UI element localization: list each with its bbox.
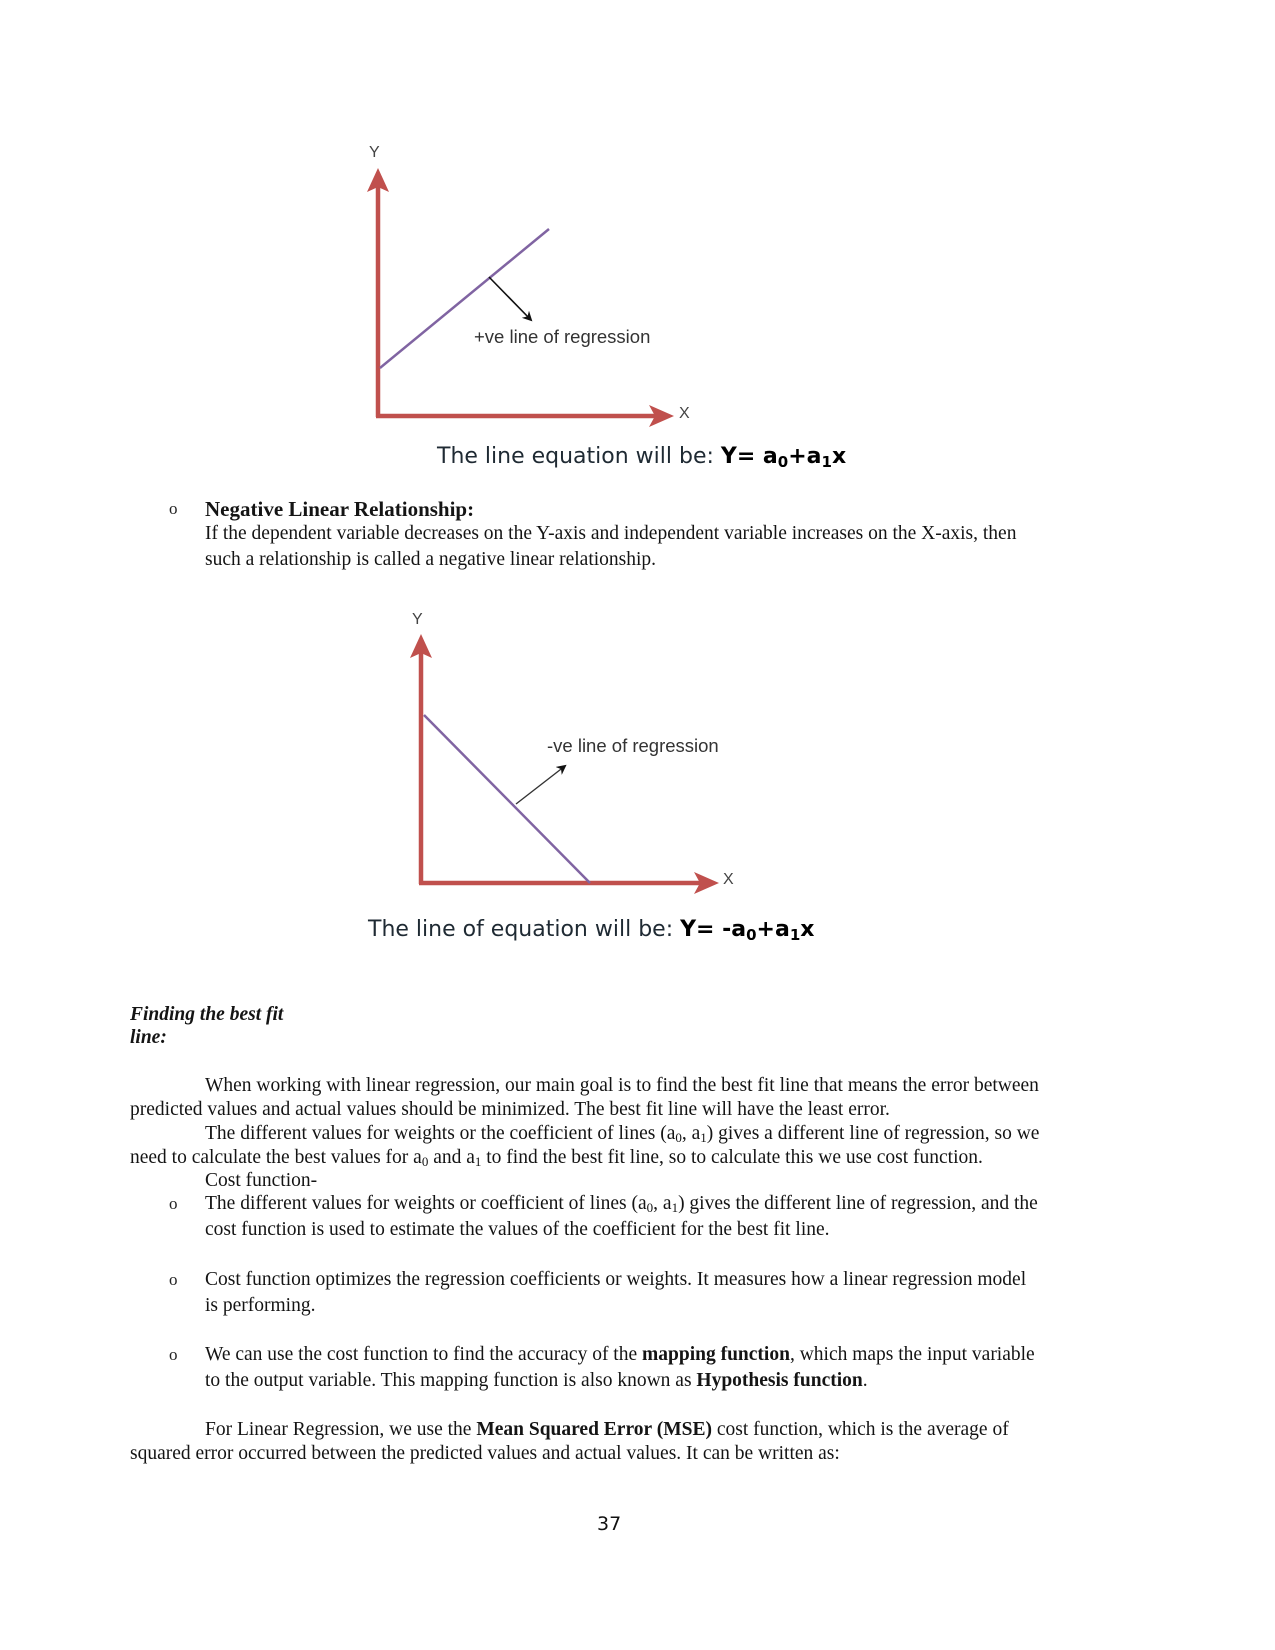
pointer-arrow-icon	[516, 766, 565, 804]
bullet-marker: o	[169, 1270, 178, 1289]
equation-prefix: The line equation will be:	[437, 444, 721, 469]
list-item-line: is performing.	[205, 1295, 316, 1316]
list-item-line: The different values for weights or coefficient of lines ($a_0$, $a_1$) gives the different line of regression, and the	[205, 1193, 1038, 1215]
equation-formula: $Y= a_0+a_1x$	[720, 444, 847, 471]
bullet-marker: o	[169, 499, 178, 518]
regression-line-label: -ve line of regression	[547, 735, 719, 756]
bullet-marker: o	[169, 1194, 178, 1213]
paragraph-line: predicted values and actual values should be minimized. The best fit line will have the least error.	[130, 1099, 890, 1120]
paragraph-line: squared error occurred between the predicted values and actual values. It can be written as:	[130, 1443, 840, 1464]
line-equation-negative	[368, 917, 814, 942]
paragraph-line: For Linear Regression, we use the Mean Squared Error (MSE) cost function, which is the average of	[205, 1419, 1009, 1440]
regression-line-label: +ve line of regression	[474, 326, 651, 347]
list-item-line: Cost function optimizes the regression coefficients or weights. It measures how a linear regression model	[205, 1269, 1027, 1290]
body-line: If the dependent variable decreases on the Y-axis and independent variable increases on the X-axis, then	[205, 523, 1017, 544]
paragraph-line: need to calculate the best values for $a_0$ and $a_1$ to find the best fit line, so to calculate this we use cost function.	[130, 1147, 983, 1169]
cost-function-label: Cost function-	[205, 1170, 318, 1191]
equation-prefix: The line of equation will be:	[368, 917, 681, 942]
section-title-negative: Negative Linear Relationship:	[205, 497, 475, 521]
list-item-line: We can use the cost function to find the accuracy of the mapping function, which maps the input variable	[205, 1344, 1035, 1365]
term-mapping-function: mapping function	[642, 1344, 790, 1365]
x-axis-label: X	[679, 405, 690, 422]
term-hypothesis-function: Hypothesis function	[696, 1370, 863, 1391]
body-line: such a relationship is called a negative linear relationship.	[205, 549, 657, 570]
list-item-line: to the output variable. This mapping function is also known as Hypothesis function.	[205, 1370, 868, 1391]
term-mse: Mean Squared Error (MSE)	[476, 1419, 712, 1440]
equation-formula: $Y= -a_0+a_1x$	[680, 917, 815, 944]
list-item-line: cost function is used to estimate the values of the coefficient for the best fit line.	[205, 1219, 830, 1240]
paragraph-line: When working with linear regression, our main goal is to find the best fit line that means the error between	[205, 1075, 1039, 1096]
paragraph-line: The different values for weights or the coefficient of lines ($a_0$, $a_1$) gives a different line of regression, so we	[205, 1123, 1040, 1145]
section-heading-line2: line:	[130, 1027, 167, 1048]
x-axis-label: X	[723, 871, 734, 888]
bullet-marker: o	[169, 1345, 178, 1364]
page-number: 37	[597, 1513, 622, 1535]
section-heading-line1: Finding the best fit	[130, 1004, 284, 1025]
y-axis-label: Y	[369, 144, 380, 161]
y-axis-label: Y	[412, 611, 423, 628]
